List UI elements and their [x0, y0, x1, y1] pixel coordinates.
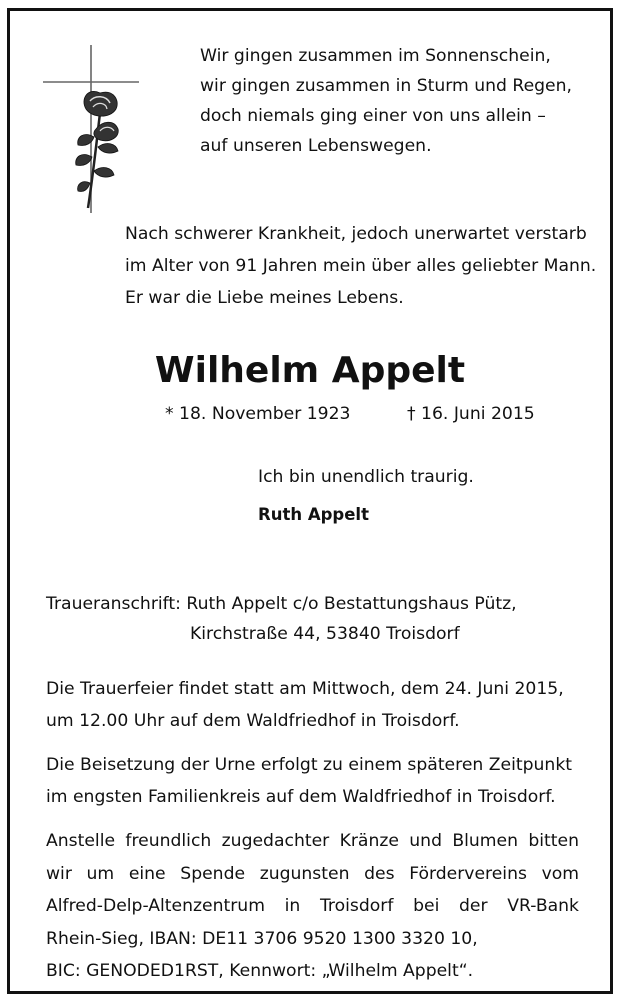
obituary-frame: [7, 8, 613, 994]
address-line-1: Traueranschrift: Ruth Appelt c/o Bestattungshaus Pütz,: [46, 594, 517, 614]
ceremony-line: um 12.00 Uhr auf dem Waldfriedhof in Troisdorf.: [46, 711, 460, 731]
ceremony-line: Die Trauerfeier findet statt am Mittwoch, dem 24. Juni 2015,: [46, 679, 564, 699]
intro-line: Er war die Liebe meines Lebens.: [125, 288, 404, 308]
address-line-2: Kirchstraße 44, 53840 Troisdorf: [190, 624, 460, 644]
intro-line: Nach schwerer Krankheit, jedoch unerwartet verstarb: [125, 224, 587, 244]
donation-line: Rhein-Sieg, IBAN: DE11 3706 9520 1300 3320 10,: [46, 928, 478, 949]
poem-line: doch niemals ging einer von uns allein –: [200, 106, 546, 126]
donation-line: BIC: GENODED1RST, Kennwort: „Wilhelm Appelt“.: [46, 961, 474, 981]
ceremony-paragraph: [46, 673, 579, 737]
intro-text: [125, 218, 597, 314]
burial-line: Die Beisetzung der Urne erfolgt zu einem späteren Zeitpunkt: [46, 755, 573, 775]
donation-line: Anstelle freundlich zugedachter Kränze und Blumen bitten: [46, 831, 579, 851]
burial-paragraph: [46, 749, 579, 813]
mourner-statement: Ich bin unendlich traurig.: [258, 467, 474, 487]
deceased-name: Wilhelm Appelt: [154, 350, 466, 391]
intro-line: im Alter von 91 Jahren mein über alles geliebter Mann.: [125, 256, 597, 276]
poem: [200, 41, 572, 161]
cross-rose-icon: [40, 43, 150, 218]
poem-line: auf unseren Lebenswegen.: [200, 136, 432, 156]
death-date: † 16. Juni 2015: [407, 404, 535, 424]
donation-line: Alfred-Delp-Altenzentrum in Troisdorf bei der VR-Bank: [46, 896, 579, 916]
donation-line: wir um eine Spende zugunsten des Fördervereins vom: [46, 863, 579, 884]
poem-line: wir gingen zusammen in Sturm und Regen,: [200, 76, 572, 96]
poem-line: Wir gingen zusammen im Sonnenschein,: [200, 46, 551, 66]
birth-date: * 18. November 1923: [165, 404, 351, 424]
mourner-name: Ruth Appelt: [258, 505, 369, 524]
donation-paragraph: [46, 825, 579, 988]
burial-line: im engsten Familienkreis auf dem Waldfriedhof in Troisdorf.: [46, 787, 556, 807]
